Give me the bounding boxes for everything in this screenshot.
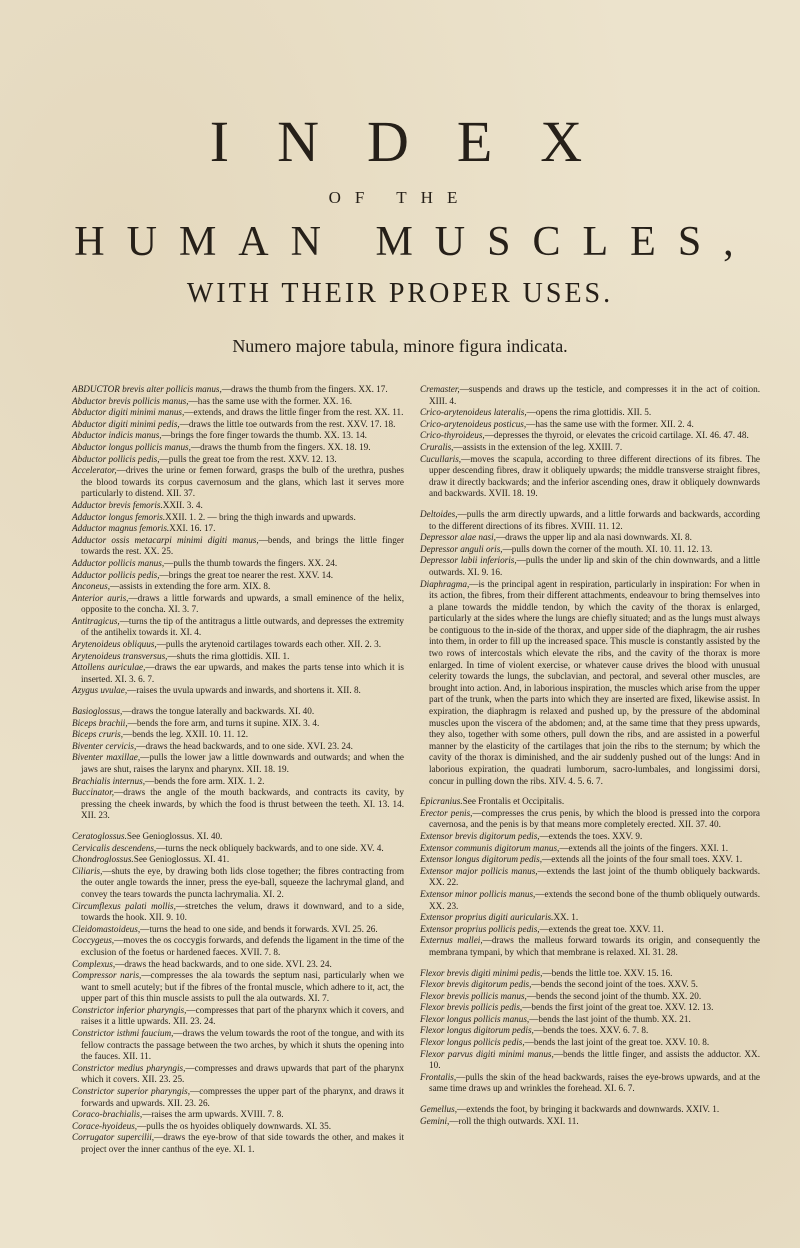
entry-term: Biventer cervicis, <box>72 740 137 751</box>
index-entry <box>420 1013 760 1026</box>
index-entry <box>420 1071 760 1095</box>
index-entry <box>72 706 404 718</box>
entry-description: —bends the fore arm, and turns it supine. XIX. 3. 4. <box>127 717 320 728</box>
index-entry <box>72 639 404 651</box>
entry-term: Cervicalis descendens, <box>72 842 157 853</box>
entry-term: Cleidomastoideus, <box>72 923 141 934</box>
entry-term: Corace-hyoideus, <box>72 1120 138 1131</box>
entry-description: —pulls the great toe from the rest. XXV. 12. 13. <box>159 453 337 464</box>
entry-term: Adductor magnus femoris. <box>72 523 170 534</box>
entry-term: Flexor brevis digitorum pedis, <box>420 979 532 990</box>
index-entry <box>72 650 404 663</box>
entry-term: Abductor longus pollicis manus, <box>72 441 191 452</box>
index-entry <box>420 967 760 980</box>
entry-term: Extensor proprius digiti auricularis. <box>420 912 554 923</box>
index-entry <box>72 557 404 570</box>
entry-description: —bends the little toe. XXV. 15. 16. <box>542 967 673 978</box>
entry-term: Cucullaris, <box>420 453 462 464</box>
entry-description: —pulls the arytenoid cartilages towards each other. XII. 2. 3. <box>156 639 381 650</box>
entry-description: —compresses that part of the pharynx which it covers, and raises it a little upwards. XII. 23. 24. <box>81 1004 404 1027</box>
index-entry <box>420 1104 760 1116</box>
index-entry <box>72 534 404 558</box>
entry-description: —turns the head to one side, and bends it forwards. XVI. 25. 26. <box>140 923 378 934</box>
entry-term: Biceps cruris, <box>72 729 124 740</box>
index-entry <box>420 990 760 1003</box>
index-entry <box>420 384 760 407</box>
entry-description: —extends, and draws the little finger from the rest. XX. 11. <box>184 407 404 418</box>
entry-description: —suspends and draws up the testicle, and compresses it in the act of coition. XIII. 4. <box>429 384 760 406</box>
index-entry <box>420 979 760 991</box>
right-column <box>420 384 760 1127</box>
entry-term: Depressor anguli oris, <box>420 543 503 554</box>
entry-term: Brachialis internus, <box>72 775 145 786</box>
index-entry <box>72 430 404 442</box>
entry-description: See Genioglossus. XI. 41. <box>133 854 230 865</box>
index-entry <box>72 752 404 775</box>
entry-description: —extends all the joints of the four small toes. XXV. 1. <box>542 854 743 865</box>
entry-description: —bends, and brings the little finger towards the rest. XX. 25. <box>81 534 404 557</box>
entry-term: Corrugator supercilii, <box>72 1132 155 1143</box>
entry-term: Biventer maxillae, <box>72 752 141 763</box>
entry-description: —compresses and draws upwards that part of the pharynx which it covers. XII. 23. 25. <box>81 1062 404 1085</box>
index-entry <box>72 775 404 788</box>
entry-term: Ciliaris, <box>72 865 103 876</box>
index-entry <box>72 923 404 936</box>
index-entry <box>420 842 760 855</box>
entry-term: Flexor brevis digiti minimi pedis, <box>420 967 543 978</box>
entry-term: Flexor brevis pollicis pedis, <box>420 1002 523 1013</box>
entry-term: Basioglossus, <box>72 706 123 717</box>
entry-term: Gemini, <box>420 1115 450 1126</box>
index-entry <box>72 465 404 500</box>
entry-term: Adductor longus femoris. <box>72 511 166 522</box>
index-entry <box>72 592 404 616</box>
entry-description: —extends the toes. XXV. 9. <box>539 830 643 841</box>
entry-description: —draws the angle of the mouth backwards, and contracts its cavity, by pressing the cheek inwards, by which the food is thrust between the teeth. XI. 13. 14. XII. 23. <box>81 787 404 821</box>
entry-term: Constrictor superior pharyngis, <box>72 1086 190 1097</box>
entry-description: —depresses the thyroid, or elevates the cricoid cartilage. XI. 46. 47. 48. <box>484 430 749 441</box>
entry-description: —draws the upper lip and ala nasi downwards. XI. 8. <box>495 532 692 543</box>
entry-description: —is the principal agent in respiration, particularly in inspiration: For when in its action, the fibres, from their different attachments, endeavour to bring themselves into a plane towards the middle tendon, by which the cavity of the thorax is enlarged, particularly at the sides where the lungs are chiefly situated; and as the lungs must always be contiguous to the in-side of the thorax, and upper side of the diaphragm, the air rushes into them, in order to fill up the increased space. This muscle is constantly assisted by the two rows of intercostals which elevate the ribs, and the cavity of the thorax is more enlarged. In time of violent exercise, or whatever cause drives the blood with unusual celerity towards the lungs, the subclavian, and pectoral, and several other muscles, are brought into action. And, in laborious inspiration, the muscles which arise from the upper part of the trunk, when the parts into which they are inserted are fixed, likewise assist. In expiration, the diaphragm is relaxed and pushed up, by the pressure of the abdominal muscles upon the viscera of the abdomen; and, at the same time that they press upwards, they also, together with some others, pull down the ribs, and are assisted in a powerful manner by the elasticity of the cartilages that join the ribs to the sternum; by which the cavity of the thorax is diminished, and the air suddenly pushed out of the lungs: And in laborious expiration, the quadrati lumborum, sacro-lumbales, and longissimi dorsi, concur in pulling down the ribs. XIV. 4. 5. 6. 7. <box>429 578 760 786</box>
index-entry <box>72 662 405 685</box>
entry-description: —stretches the velum, draws it downward, and to a side, towards the hook. XII. 9. 10. <box>81 900 404 923</box>
entry-term: Cruralis, <box>420 441 454 452</box>
entry-description: —bends the leg. XXII. 10. 11. 12. <box>123 729 248 740</box>
index-entry <box>72 418 404 431</box>
index-entry <box>72 569 404 582</box>
entry-term: Arytenoideus transversus, <box>72 650 168 661</box>
index-entry <box>72 854 404 866</box>
index-entry <box>420 1025 760 1037</box>
entry-description: See Genioglossus. XI. 40. <box>126 830 223 841</box>
entry-description: —draws the little toe outwards from the rest. XXV. 17. 18. <box>179 418 396 429</box>
index-entry <box>72 842 404 855</box>
entry-description: —pulls the lower jaw a little downwards and outwards; and when the jaws are shut, raises the larynx and pharynx. XII. 18. 19. <box>81 752 404 774</box>
entry-description: —draws a little forwards and upwards, a small eminence of the helix, opposite to the concha. XI. 3. 7. <box>81 592 404 615</box>
entry-description: —has the same use with the former. XII. 2. 4. <box>526 418 694 429</box>
entry-description: XXI. 16. 17. <box>169 523 216 534</box>
left-column <box>72 384 404 1156</box>
entry-term: Constrictor medius pharyngis, <box>72 1062 186 1073</box>
entry-term: Extensor brevis digitorum pedis, <box>420 830 540 841</box>
index-entry <box>72 958 404 971</box>
entry-term: Diaphragma, <box>420 578 470 589</box>
index-entry <box>72 1109 404 1121</box>
index-entry <box>72 1120 404 1133</box>
entry-description: —compresses the ala towards the septum nasi, particularly when we want to smell acutely; but if the fibres of the frontal muscle, which adhere to it, act, the upper part of this thin muscle assists to pull the ala outwards. XI. 7. <box>81 970 404 1004</box>
entry-term: Erector penis, <box>420 807 473 818</box>
entry-description: —roll the thigh outwards. XXI. 11. <box>449 1115 579 1126</box>
entry-description: —draws the thumb from the fingers. XX. 17. <box>221 384 388 394</box>
index-entry <box>420 418 760 431</box>
index-entry <box>72 830 404 843</box>
index-entry <box>420 830 760 843</box>
index-entry <box>420 923 760 936</box>
index-entry <box>420 1048 760 1072</box>
index-entry <box>420 1002 760 1014</box>
entry-term: Biceps brachii, <box>72 717 128 728</box>
entry-description: —brings the great toe nearer the rest. XXV. 14. <box>159 569 334 580</box>
entry-description: —draws the ear upwards, and makes the parts tense into which it is inserted. XI. 3. 6. 7. <box>81 662 405 684</box>
entry-description: —pulls the skin of the head backwards, raises the eye-brows upwards, and at the same time draws up and wrinkles the forehead. XI. 6. 7. <box>429 1071 760 1094</box>
entry-description: —extends the great toe. XXV. 11. <box>539 923 664 934</box>
entry-term: Abductor digiti minimi pedis, <box>72 418 180 429</box>
entry-description: —bends the first joint of the great toe. XXV. 12. 13. <box>522 1002 714 1013</box>
entry-description: —opens the rima glottidis. XII. 5. <box>526 407 652 418</box>
entry-term: Crico-thyroideus, <box>420 430 485 441</box>
entry-term: Flexor longus pollicis pedis, <box>420 1037 525 1048</box>
entry-term: Attollens auriculae, <box>72 662 146 673</box>
entry-description: —bends the last joint of the thumb. XX. 21. <box>529 1013 691 1024</box>
entry-description: —draws the eye-brow of that side towards the other, and makes it project over the inner canthus of the eye. XI. 1. <box>81 1132 405 1154</box>
index-entry <box>72 1028 404 1063</box>
index-entry <box>72 1086 405 1109</box>
entry-term: Flexor brevis pollicis manus, <box>420 990 527 1001</box>
entry-term: Coraco-brachialis, <box>72 1109 143 1120</box>
entry-term: Externus mallei, <box>420 935 483 946</box>
index-entry <box>420 532 760 544</box>
index-title: INDEX <box>209 109 631 174</box>
index-entry <box>72 499 404 512</box>
entry-term: Constrictor inferior pharyngis, <box>72 1004 187 1015</box>
entry-term: ABDUCTOR brevis alter pollicis manus, <box>72 384 222 394</box>
entry-term: Buccinator, <box>72 787 115 798</box>
index-entry <box>72 523 404 535</box>
entry-description: —turns the neck obliquely backwards, and to one side. XV. 4. <box>156 842 384 853</box>
entry-term: Flexor parvus digiti minimi manus, <box>420 1048 554 1059</box>
entry-description: —compresses the crus penis, by which the blood is pressed into the corpora cavernosa, and the penis is by that means more completely erected. XII. 37. 40. <box>429 807 760 830</box>
entry-term: Extensor longus digitorum pedis, <box>420 854 542 865</box>
entry-description: —draws the velum towards the root of the tongue, and with its fellow contracts the passage between the two arches, by which it shuts the opening into the fauces. XII. 11. <box>81 1028 404 1062</box>
index-entry <box>72 729 404 741</box>
entry-description: —bends the fore arm. XIX. 1. 2. <box>145 775 265 786</box>
of-the-line: OF THE <box>328 188 472 207</box>
index-entry <box>72 717 404 730</box>
entry-description: —extends the last joint of the thumb obliquely backwards. XX. 22. <box>429 865 760 888</box>
entry-description: —moves the os coccygis forwards, and defends the ligament in the time of the exclusion of the foetus or hardened faeces. XVII. 7. 8. <box>81 935 404 957</box>
index-entry <box>72 581 404 593</box>
entry-term: Adductor ossis metacarpi minimi digiti manus, <box>72 534 259 545</box>
entry-description: XX. 1. <box>553 912 579 923</box>
entry-description: —moves the scapula, according to three different directions of its fibres. The upper descending fibres, draw it obliquely upwards; the middle transverse straight fibres, draw it directly backwards; and the inferior ascending ones, draw it obliquely downwards and backwards. XVII. 18. 19. <box>429 453 760 499</box>
entry-term: Flexor longus pollicis manus, <box>420 1013 530 1024</box>
index-entry <box>420 453 760 500</box>
entry-term: Depressor labii inferioris, <box>420 555 517 566</box>
index-entry <box>420 555 760 578</box>
entry-term: Adductor pollicis manus, <box>72 557 165 568</box>
entry-description: —shuts the rima glottidis. XII. 1. <box>167 650 290 661</box>
entry-term: Constrictor isthmi faucium, <box>72 1028 174 1039</box>
index-entry <box>420 578 760 788</box>
entry-term: Abductor pollicis pedis, <box>72 453 160 464</box>
entry-term: Adductor brevis femoris. <box>72 499 163 510</box>
entry-term: Anconeus, <box>72 581 111 592</box>
entry-description: XXII. 1. 2. — bring the thigh inwards and upwards. <box>165 511 356 522</box>
entry-description: —bends the little finger, and assists the adductor. XX. 10. <box>429 1048 760 1071</box>
index-entry <box>72 685 404 697</box>
entry-term: Coccygeus, <box>72 935 115 946</box>
index-entry <box>72 935 404 958</box>
index-entry <box>420 430 760 442</box>
entry-description: —has the same use with the former. XX. 16. <box>188 395 353 406</box>
index-entry <box>420 865 760 889</box>
entry-description: —turns the tip of the antitragus a little outwards, and depresses the extremity of the antihelix towards it. XI. 4. <box>81 615 404 638</box>
entry-term: Epicranius. <box>420 796 463 807</box>
index-entry <box>420 912 760 924</box>
entry-term: Abductor digiti minimi manus, <box>72 407 185 418</box>
entry-description: —assists in extending the fore arm. XIX. 8. <box>110 581 271 592</box>
entry-description: —pulls down the corner of the mouth. XI. 10. 11. 12. 13. <box>502 543 713 554</box>
index-entry <box>420 854 760 866</box>
index-entry <box>72 970 404 1005</box>
entry-term: Extensor major pollicis manus, <box>420 865 538 876</box>
entry-term: Crico-arytenoideus lateralis, <box>420 407 527 418</box>
entry-description: —draws the head backwards, and to one side. XVI. 23. 24. <box>136 740 353 751</box>
entry-description: —brings the fore finger towards the thumb. XX. 13. 14. <box>161 430 367 441</box>
entry-term: Azygus uvulae, <box>72 685 128 696</box>
entry-description: —draws the malleus forward towards its origin, and consequently the membrana tympani, by which that membrane is relaxed. XI. 31. 28. <box>429 935 760 957</box>
index-entry <box>72 615 404 639</box>
entry-description: —raises the uvula upwards and inwards, and shortens it. XII. 8. <box>127 685 361 696</box>
entry-term: Accelerator, <box>72 465 117 476</box>
entry-description: —raises the arm upwards. XVIII. 7. 8. <box>142 1109 284 1120</box>
entry-term: Frontalis, <box>420 1071 457 1082</box>
entry-term: Abductor brevis pollicis manus, <box>72 395 189 406</box>
index-entry <box>72 1004 404 1028</box>
index-entry <box>72 407 404 419</box>
index-entry <box>72 395 404 408</box>
entry-term: Ceratoglossus. <box>72 830 127 841</box>
index-entry <box>72 787 404 822</box>
entry-term: Crico-arytenoideus posticus, <box>420 418 527 429</box>
entry-term: Extensor proprius pollicis pedis, <box>420 923 540 934</box>
entry-description: XXII. 3. 4. <box>162 499 203 510</box>
entry-term: Depressor alae nasi, <box>420 532 496 543</box>
entry-description: —compresses the upper part of the pharynx, and draws it forwards and upwards. XII. 23. 26. <box>81 1086 405 1108</box>
index-entry <box>72 740 404 753</box>
entry-term: Extensor communis digitorum manus, <box>420 842 560 853</box>
proper-uses-title: WITH THEIR PROPER USES. <box>186 278 614 309</box>
entry-term: Deltoides, <box>420 508 458 519</box>
index-entry <box>72 453 404 466</box>
entry-term: Anterior auris, <box>72 592 129 603</box>
index-entry <box>420 543 760 556</box>
entry-description: —pulls the thumb towards the fingers. XX. 24. <box>164 557 338 568</box>
latin-subtitle: Numero majore tabula, minore figura indicata. <box>232 336 568 356</box>
index-entry <box>72 865 404 901</box>
entry-description: —pulls the os hyoides obliquely downwards. XI. 35. <box>137 1120 332 1131</box>
entry-description: —draws the thumb from the fingers. XX. 18. 19. <box>190 441 371 452</box>
entry-description: —draws the head backwards, and to one side. XVI. 23. 24. <box>115 958 332 969</box>
entry-description: —pulls the under lip and skin of the chin downwards, and a little outwards. XI. 9. 16. <box>429 555 760 577</box>
entry-term: Extensor minor pollicis manus, <box>420 888 536 899</box>
entry-term: Compressor naris, <box>72 970 142 981</box>
entry-term: Arytenoideus obliquus, <box>72 639 157 650</box>
entry-term: Complexus, <box>72 958 116 969</box>
entry-description: —bends the toes. XXV. 6. 7. 8. <box>533 1025 649 1036</box>
entry-term: Adductor pollicis pedis, <box>72 569 160 580</box>
index-entry <box>420 441 760 454</box>
entry-description: —extends the foot, by bringing it backwards and downwards. XXIV. 1. <box>457 1104 720 1115</box>
index-entry <box>72 900 404 924</box>
index-entry <box>420 407 760 419</box>
entry-term: Flexor longus digitorum pedis, <box>420 1025 534 1036</box>
entry-term: Gemellus, <box>420 1104 457 1115</box>
index-entry <box>72 511 404 524</box>
entry-description: —drives the urine or femen forward, grasps the bulb of the urethra, pushes the blood towards its corpus cavernosum and the glans, which last it serves more particularly to distend. XII. 37. <box>81 465 404 499</box>
entry-description: —draws the tongue laterally and backwards. XI. 40. <box>122 706 315 717</box>
entry-term: Cremaster, <box>420 384 460 394</box>
entry-description: —pulls the arm directly upwards, and a little forwards and backwards, according to the different directions of its fibres. XVIII. 11. 12. <box>429 508 760 531</box>
entry-description: —extends all the joints of the fingers. XXI. 1. <box>559 842 729 853</box>
index-entry <box>420 935 760 958</box>
entry-term: Antitragicus, <box>72 615 120 626</box>
entry-description: —assists in the extension of the leg. XXIII. 7. <box>453 441 623 452</box>
index-entry <box>72 441 404 454</box>
entry-description: —extends the second bone of the thumb obliquely outwards. XX. 23. <box>429 888 760 911</box>
index-entry <box>420 1115 760 1128</box>
human-muscles-title: HUMAN MUSCLES, <box>74 219 756 265</box>
entry-description: See Frontalis et Occipitalis. <box>462 796 565 807</box>
entry-description: —bends the last joint of the great toe. XXV. 10. 8. <box>524 1037 710 1048</box>
entry-description: —bends the second joint of the thumb. XX. 20. <box>526 990 702 1001</box>
entry-description: —shuts the eye, by drawing both lids close together; the fibres contracting from the outer angle towards the inner, press the eye-ball, squeeze the lachrymal gland, and convey the tears towards the puncta lachrymalia. XI. 2. <box>81 865 404 899</box>
index-entry <box>420 1037 760 1049</box>
index-entry <box>72 1132 405 1155</box>
index-entry <box>72 1062 404 1086</box>
entry-term: Chondroglossus. <box>72 854 134 865</box>
index-entry <box>420 796 760 808</box>
index-entry <box>420 807 760 831</box>
index-entry <box>420 508 760 532</box>
index-entry <box>72 384 404 396</box>
index-entry <box>420 888 760 912</box>
entry-term: Circumflexus palati mollis, <box>72 900 176 911</box>
entry-description: —bends the second joint of the toes. XXV. 5. <box>531 979 698 990</box>
entry-term: Abductor indicis manus, <box>72 430 162 441</box>
